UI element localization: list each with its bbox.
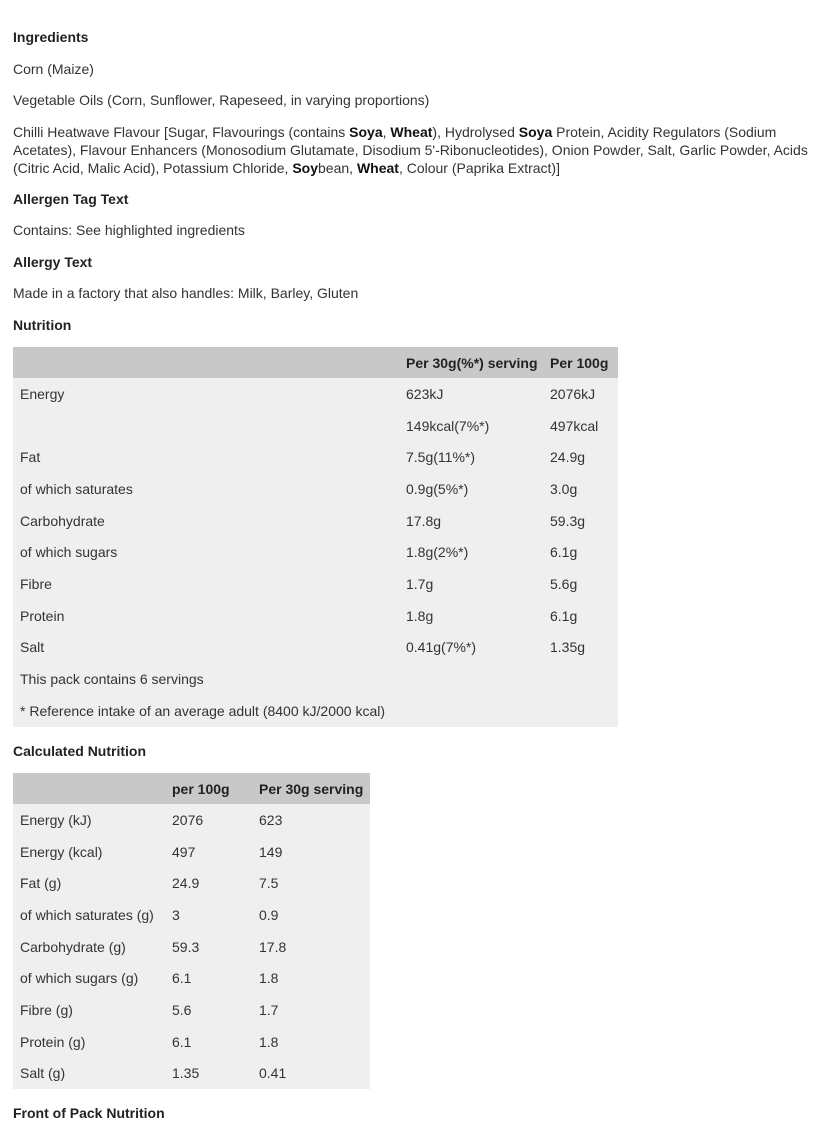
- calc-cell: 0.41: [252, 1058, 370, 1090]
- calc-header-row: [13, 773, 370, 804]
- calc-cell: Energy (kJ): [13, 804, 165, 836]
- nutrition-cell: 0.41g(7%*): [399, 632, 543, 664]
- calc-cell: 7.5: [252, 867, 370, 899]
- calc-cell: of which saturates (g): [13, 899, 165, 931]
- calc-cell: 149: [252, 836, 370, 868]
- nutrition-cell: 17.8g: [399, 505, 543, 537]
- ingredient-text: Protein, Acidity Regulators (Sodium Acetates), Flavour Enhancers (Monosodium Glutamate, Disodium 5'-Ribonucleotides), Onion Powder, Salt, Garlic Powder, Acids (Citric Acid, Malic Acid), Potassium Chloride,: [13, 124, 808, 176]
- calc-row: [13, 867, 370, 899]
- calc-cell: 3: [165, 899, 252, 931]
- nutrition-header-serving: Per 30g(%*) serving: [399, 347, 543, 378]
- calc-cell: Fat (g): [13, 867, 165, 899]
- nutrition-cell: [13, 410, 399, 442]
- nutrition-cell: 5.6g: [543, 568, 618, 600]
- nutrition-cell: 6.1g: [543, 600, 618, 632]
- allergy-text: Made in a factory that also handles: Milk, Barley, Gluten: [13, 285, 359, 301]
- ingredient-text: bean,: [318, 160, 357, 176]
- calc-row: [13, 836, 370, 868]
- calc-cell: Energy (kcal): [13, 836, 165, 868]
- ingredient-flavour: [13, 123, 808, 177]
- calc-cell: 6.1: [165, 1026, 252, 1058]
- calc-cell: 24.9: [165, 867, 252, 899]
- nutrition-cell: 149kcal(7%*): [399, 410, 543, 442]
- ingredient-corn: Corn (Maize): [13, 61, 94, 77]
- nutrition-cell: 3.0g: [543, 473, 618, 505]
- nutrition-cell: 1.8g: [399, 600, 543, 632]
- calc-cell: 5.6: [165, 994, 252, 1026]
- nutrition-cell: Protein: [13, 600, 399, 632]
- servings-note: This pack contains 6 servings: [13, 663, 618, 695]
- allergen-tag-heading: Allergen Tag Text: [13, 191, 129, 207]
- nutrition-cell: 1.35g: [543, 632, 618, 664]
- nutrition-cell: of which sugars: [13, 536, 399, 568]
- calc-cell: Fibre (g): [13, 994, 165, 1026]
- nutrition-cell: of which saturates: [13, 473, 399, 505]
- nutrition-row: [13, 410, 618, 442]
- nutrition-row: [13, 441, 618, 473]
- calc-cell: 1.35: [165, 1058, 252, 1090]
- nutrition-cell: 0.9g(5%*): [399, 473, 543, 505]
- calc-cell: Salt (g): [13, 1058, 165, 1090]
- calc-cell: 1.7: [252, 994, 370, 1026]
- nutrition-header-label: [13, 347, 399, 378]
- ingredients-heading: Ingredients: [13, 29, 89, 45]
- nutrition-cell: 2076kJ: [543, 378, 618, 410]
- nutrition-row: [13, 632, 618, 664]
- front-of-pack-heading: Front of Pack Nutrition: [13, 1105, 165, 1121]
- nutrition-row: [13, 473, 618, 505]
- calc-cell: 6.1: [165, 962, 252, 994]
- calc-cell: 59.3: [165, 931, 252, 963]
- nutrition-cell: 6.1g: [543, 536, 618, 568]
- nutrition-row: [13, 505, 618, 537]
- nutrition-header-row: [13, 347, 618, 378]
- allergen-highlight: Wheat: [356, 160, 399, 176]
- allergen-highlight: Soya: [349, 124, 383, 140]
- calc-header-label: [13, 773, 165, 804]
- nutrition-header-100g: Per 100g: [543, 347, 618, 378]
- nutrition-cell: 7.5g(11%*): [399, 441, 543, 473]
- allergy-heading: Allergy Text: [13, 254, 93, 270]
- calc-row: [13, 962, 370, 994]
- nutrition-table: [13, 347, 618, 727]
- nutrition-cell: 1.8g(2%*): [399, 536, 543, 568]
- calculated-nutrition-heading: Calculated Nutrition: [13, 743, 147, 759]
- calc-row: [13, 994, 370, 1026]
- allergen-highlight: Soy: [292, 160, 318, 176]
- ingredient-text: Chilli Heatwave Flavour [Sugar, Flavourings (contains: [13, 124, 350, 140]
- allergen-highlight: Wheat: [390, 124, 433, 140]
- calc-row: [13, 931, 370, 963]
- calculated-nutrition-table: [13, 773, 370, 1089]
- nutrition-row: [13, 568, 618, 600]
- reference-note: * Reference intake of an average adult (8400 kJ/2000 kcal): [13, 695, 618, 727]
- calc-cell: 2076: [165, 804, 252, 836]
- nutrition-cell: Carbohydrate: [13, 505, 399, 537]
- calc-row: [13, 899, 370, 931]
- nutrition-row: [13, 378, 618, 410]
- calc-cell: 1.8: [252, 962, 370, 994]
- nutrition-cell: 497kcal: [543, 410, 618, 442]
- allergen-tag-text: Contains: See highlighted ingredients: [13, 222, 245, 238]
- nutrition-cell: 24.9g: [543, 441, 618, 473]
- allergen-highlight: Soya: [518, 124, 553, 140]
- calc-cell: of which sugars (g): [13, 962, 165, 994]
- calc-header-serving: Per 30g serving: [252, 773, 370, 804]
- calc-cell: 0.9: [252, 899, 370, 931]
- calc-row: [13, 804, 370, 836]
- calc-cell: Protein (g): [13, 1026, 165, 1058]
- calc-cell: 17.8: [252, 931, 370, 963]
- calc-cell: 1.8: [252, 1026, 370, 1058]
- calc-header-100g: per 100g: [165, 773, 252, 804]
- ingredient-text: ), Hydrolysed: [432, 124, 519, 140]
- nutrition-cell: 1.7g: [399, 568, 543, 600]
- nutrition-note-row: [13, 695, 618, 727]
- calc-row: [13, 1058, 370, 1090]
- calc-cell: Carbohydrate (g): [13, 931, 165, 963]
- ingredient-oils: Vegetable Oils (Corn, Sunflower, Rapeseed, in varying proportions): [13, 92, 430, 108]
- ingredient-text: ,: [382, 124, 391, 140]
- calc-cell: 497: [165, 836, 252, 868]
- nutrition-cell: 59.3g: [543, 505, 618, 537]
- calc-cell: 623: [252, 804, 370, 836]
- nutrition-row: [13, 536, 618, 568]
- calc-row: [13, 1026, 370, 1058]
- nutrition-row: [13, 600, 618, 632]
- ingredient-text: , Colour (Paprika Extract)]: [398, 160, 560, 176]
- nutrition-cell: Fibre: [13, 568, 399, 600]
- nutrition-cell: Energy: [13, 378, 399, 410]
- nutrition-cell: Fat: [13, 441, 399, 473]
- nutrition-cell: 623kJ: [399, 378, 543, 410]
- nutrition-heading: Nutrition: [13, 317, 72, 333]
- nutrition-cell: Salt: [13, 632, 399, 664]
- nutrition-note-row: [13, 663, 618, 695]
